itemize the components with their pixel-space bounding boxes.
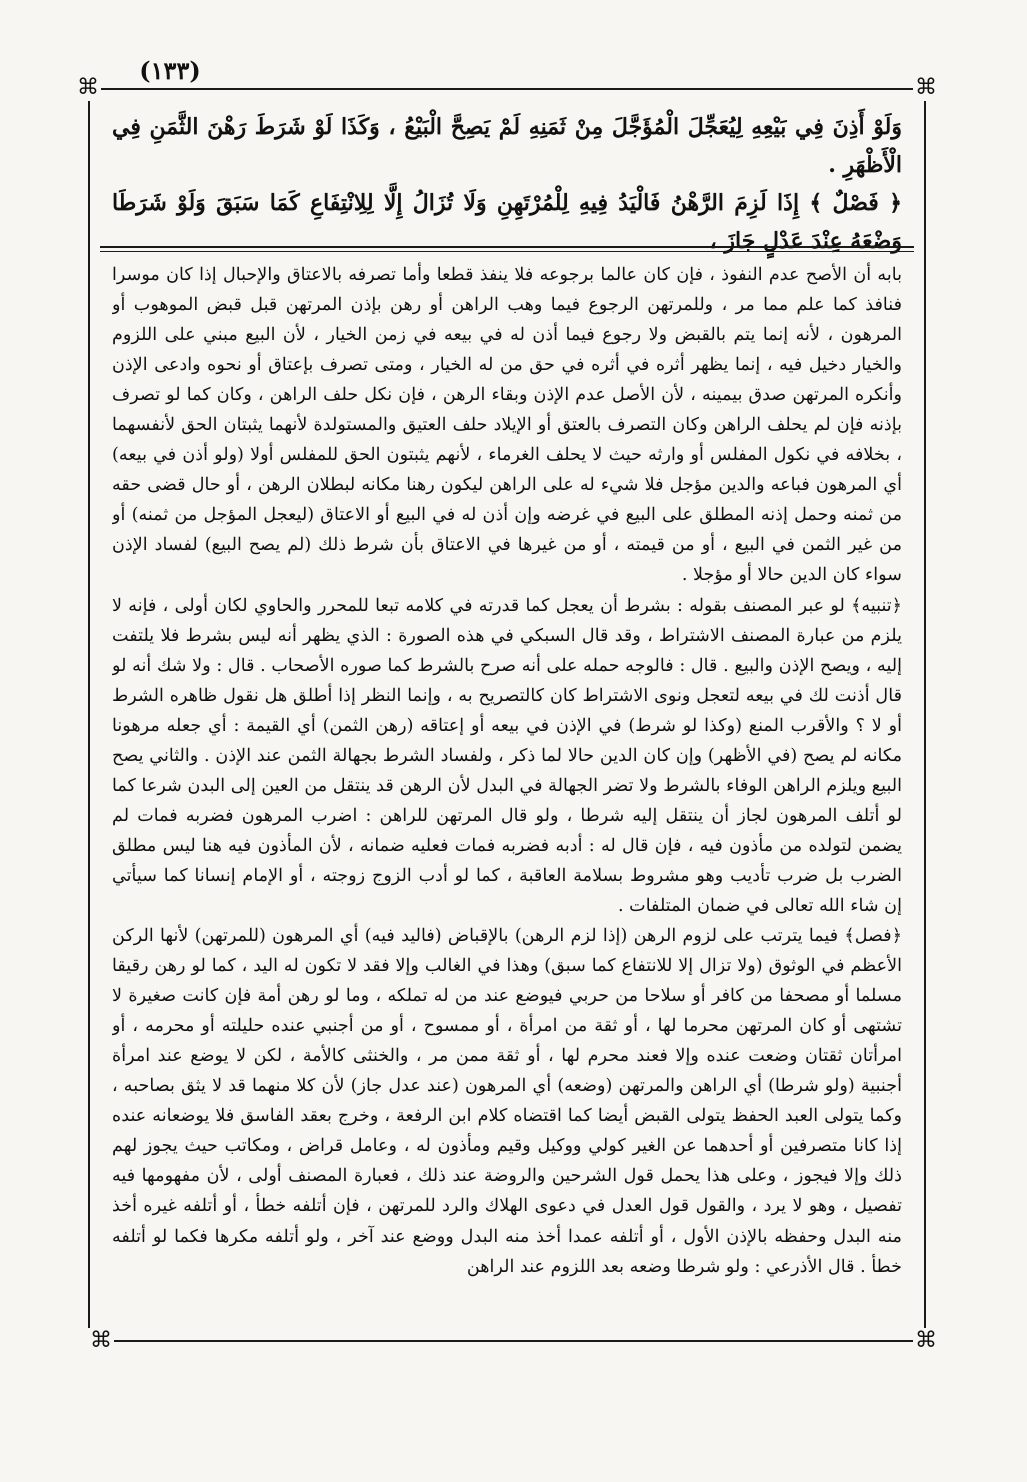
- commentary-text: [112, 260, 902, 1330]
- corner-ornament-icon: ⌘: [915, 1328, 937, 1353]
- divider-line: [100, 251, 914, 252]
- commentary-paragraph: بابه أن الأصح عدم النفوذ ، فإن كان عالما برجوعه فلا ينفذ قطعا وأما تصرفه بالاعتاق والإحبال إذا كان موسرا فنافذ كما علم مما مر ، وللمرتهن الرجوع فيما وهب الراهن أو رهن بإذن المرتهن قبل قبض الموهوب أو المرهون ، لأنه إنما يتم بالقبض ولا رجوع فيما أذن له في بيعه في زمن الخيار ، لأن البيع مبني على اللزوم والخيار دخيل فيه ، إنما يظهر أثره في أثره في حق من له الخيار ، ومتى تصرف بإعتاق أو نحوه وادعى الإذن وأنكره المرتهن صدق بيمينه ، لأن الأصل عدم الإذن وبقاء الرهن ، فإن نكل حلف الراهن ، وكان كما لو تصرف بإذنه فإن لم يحلف الراهن وكان التصرف بالعتق أو الإيلاد حلف العتيق والمستولدة لأنهما يثبتان الحق لأنفسهما ، بخلافه في نكول المفلس أو وارثه حيث لا يحلف الغرماء ، لأنهم يثبتون الحق للمفلس أولا (ولو أذن في بيعه) أي المرهون فباعه والدين مؤجل فلا شيء له على الراهن ليكون رهنا مكانه لبطلان الرهن ، أو حال قضى حقه من ثمنه وحمل إذنه المطلق على البيع في غرضه وإن أذن له في البيع أو الاعتاق (ليعجل المؤجل من ثمنه) أو من غير الثمن في البيع ، أو من قيمته ، أو من غيرها في الاعتاق بأن شرط ذلك (لم يصح البيع) لفساد الإذن سواء كان الدين حالا أو مؤجلا .: [112, 265, 902, 586]
- main-text-paragraph: ﴿ فَصْلٌ ﴾ إِذَا لَزِمَ الرَّهْنُ فَالْيَدُ فِيهِ لِلْمُرْتَهِنِ وَلَا تُزَالُ إِلَّا لِلِانْتِفَاعِ كَمَا سَبَقَ وَلَوْ شَرَطَا وَضْعَهُ عِنْدَ عَدْلٍ جَازَ ،: [112, 190, 902, 254]
- commentary-paragraph: ﴿فصل﴾ فيما يترتب على لزوم الرهن (إذا لزم الرهن) بالإقباض (فاليد فيه) أي المرهون (للمرتهن) لأنها الركن الأعظم في الوثوق (ولا تزال إلا للانتفاع كما سبق) وهذا في الغالب وإلا فقد لا تكون له اليد ، كما لو رهن رقيقا مسلما أو مصحفا من كافر أو سلاحا من حربي فيوضع عند من له تملكه ، وما لو رهن أمة فإن كانت صغيرة لا تشتهى أو كان المرتهن محرما لها ، أو ثقة من امرأة ، أو ممسوح ، أو من أجنبي عنده حليلته أو محرمه ، أو امرأتان ثقتان وضعت عنده وإلا فعند محرم لها ، أو ثقة ممن مر ، والخنثى كالأمة ، لكن لا يوضع عند امرأة أجنبية (ولو شرطا) أي الراهن والمرتهن (وضعه) أي المرهون (عند عدل جاز) لأن كلا منهما قد لا يثق بصاحبه ، وكما يتولى العبد الحفظ يتولى القبض أيضا كما اقتضاه كلام ابن الرفعة ، وخرج بعقد الفاسق فلا يوضعانه عنده إذا كانا متصرفين أو أحدهما عن الغير كولي ووكيل وقيم ومأذون له ، وعامل قراض ، ومكاتب حيث يجوز لهم ذلك وإلا فيجوز ، وعلى هذا يحمل قول الشرحين والروضة عند ذلك ، فعبارة المصنف أولى ، لأن مفهومها فيه تفصيل ، وهو لا يرد ، والقول قول العدل في دعوى الهلاك والرد للمرتهن ، فإن أتلفه خطأ ، أو أتلفه غيره أخذ منه البدل وحفظه بالإذن الأول ، أو أتلفه عمدا أخذ منه البدل ووضع عند آخر ، ولو أتلفه مكرها فكما لو أتلفه خطأ . قال الأذرعي : ولو شرطا وضعه بعد اللزوم عند الراهن: [112, 926, 902, 1277]
- main-text-paragraph: وَلَوْ أَذِنَ فِي بَيْعِهِ لِيُعَجِّلَ الْمُؤَجَّلَ مِنْ ثَمَنِهِ لَمْ يَصِحَّ الْبَيْعُ ، وَكَذَا لَوْ شَرَطَ رَهْنَ الثَّمَنِ فِي الْأَظْهَرِ .: [112, 114, 902, 178]
- corner-ornament-icon: ⌘: [90, 1328, 112, 1353]
- divider-line: [100, 246, 914, 248]
- commentary-paragraph: ﴿تنبيه﴾ لو عبر المصنف بقوله : بشرط أن يعجل كما قدرته في كلامه تبعا للمحرر والحاوي لكان أولى ، فإنه لا يلزم من عبارة المصنف الاشتراط ، وقد قال السبكي في هذه الصورة : الذي يظهر أنه ليس بشرط فلا يلتفت إليه ، ويصح الإذن والبيع . قال : فالوجه حمله على أنه صرح بالشرط كما صوره الأصحاب . قال : ولا شك أنه لو قال أذنت لك في بيعه لتعجل ونوى الاشتراط كان كالتصريح به ، وإنما النظر إذا أطلق هل نقول ظاهره الشرط أو لا ؟ والأقرب المنع (وكذا لو شرط) في الإذن في بيعه أو إعتاقه (رهن الثمن) أي القيمة : أي جعله مرهونا مكانه لم يصح (في الأظهر) وإن كان الدين حالا لما ذكر ، ولفساد الشرط بجهالة الثمن عند الإذن . والثاني يصح البيع ويلزم الراهن الوفاء بالشرط ولا تضر الجهالة في البدل لأن الرهن قد ينتقل من العين إلى البدن شرعا كما لو أتلف المرهون لجاز أن ينتقل إليه شرطا ، ولو قال المرتهن للراهن : اضرب المرهون فضربه فمات لم يضمن لتولده من مأذون فيه ، فإن قال له : أدبه فضربه فمات فعليه ضمانه ، لأن المأذون فيه هنا ليس مطلق الضرب بل ضرب تأديب وهو مشروط بسلامة العاقبة ، كما لو أدب الزوج زوجته ، أو الإمام إنسانا كما سيأتي إن شاء الله تعالى في ضمان المتلفات .: [112, 595, 902, 916]
- corner-ornament-icon: ⌘: [77, 75, 99, 100]
- main-text: [112, 108, 902, 260]
- corner-ornament-icon: ⌘: [915, 75, 937, 100]
- page-number: (١٣٣): [139, 56, 201, 85]
